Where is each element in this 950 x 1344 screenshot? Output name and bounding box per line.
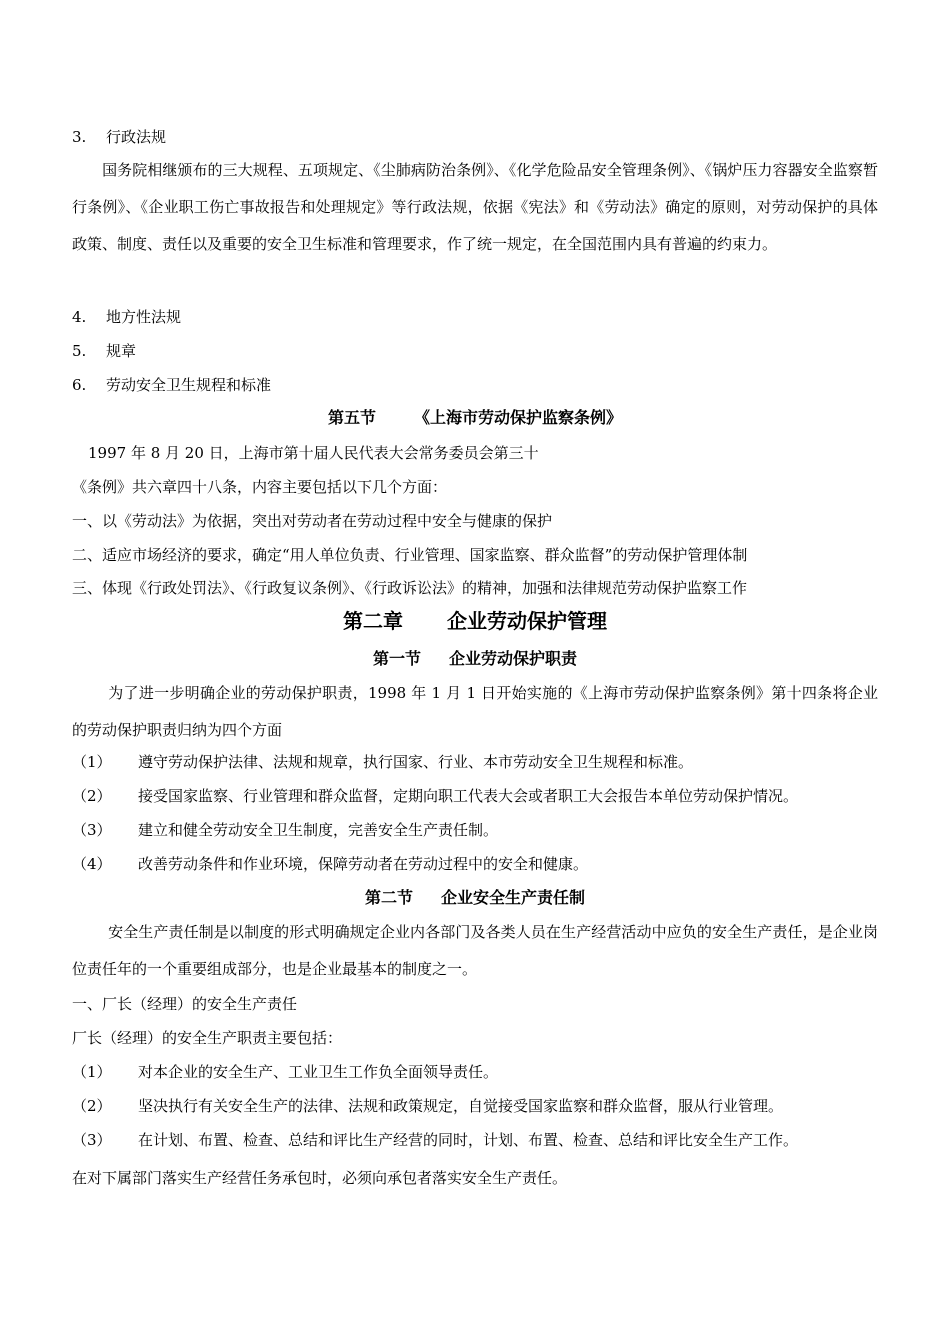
list-item xyxy=(72,127,166,147)
list-number: 3. xyxy=(72,128,87,146)
text-line: 在对下属部门落实生产经营任务承包时，必须向承包者落实安全生产责任。 xyxy=(72,1169,568,1187)
list-item: 6. 劳动安全卫生规程和标准 xyxy=(72,376,272,394)
text-line: 一、以《劳动法》为依据，突出对劳动者在劳动过程中安全与健康的保护 xyxy=(72,512,553,530)
section-heading: 第五节 《上海市劳动保护监察条例》 xyxy=(327,408,623,427)
list-item: （1） 对本企业的安全生产、工业卫生工作负全面领导责任。 xyxy=(72,1063,499,1081)
chapter-heading: 第二章 企业劳动保护管理 xyxy=(343,609,607,633)
section-heading: 第二节 企业安全生产责任制 xyxy=(364,888,586,907)
list-item: 5. 规章 xyxy=(72,342,137,360)
text-line: 厂长（经理）的安全生产职责主要包括： xyxy=(72,1029,343,1047)
text-line: 《条例》共六章四十八条，内容主要包括以下几个方面： xyxy=(72,478,448,496)
text-line: 三、体现《行政处罚法》、《行政复议条例》、《行政诉讼法》的精神，加强和法律规范劳动保护监察工作 xyxy=(72,579,748,597)
list-item: （1） 遵守劳动保护法律、法规和规章，执行国家、行业、本市劳动安全卫生规程和标准。 xyxy=(72,753,694,771)
text-line: 一、厂长（经理）的安全生产责任 xyxy=(72,995,298,1013)
text-line: 1997 年 8 月 20 日，上海市第十届人民代表大会常务委员会第三十 xyxy=(88,444,539,462)
list-item: （2） 坚决执行有关安全生产的法律、法规和政策规定，自觉接受国家监察和群众监督，服从行业管理。 xyxy=(72,1097,784,1115)
list-item: （4） 改善劳动条件和作业环境，保障劳动者在劳动过程中的安全和健康。 xyxy=(72,855,589,873)
paragraph: 安全生产责任制是以制度的形式明确规定企业内各部门及各类人员在生产经营活动中应负的安全生产责任，是企业岗位责任年的一个重要组成部分，也是企业最基本的制度之一。 xyxy=(72,923,878,978)
list-item: （3） 在计划、布置、检查、总结和评比生产经营的同时，计划、布置、检查、总结和评比安全生产工作。 xyxy=(72,1131,799,1149)
text-line: 二、适应市场经济的要求，确定“用人单位负责、行业管理、国家监察、群众监督”的劳动保护管理体制 xyxy=(72,546,748,564)
list-text: 行政法规 xyxy=(106,128,167,146)
paragraph: 国务院相继颁布的三大规程、五项规定、《尘肺病防治条例》、《化学危险品安全管理条例》、《锅炉压力容器安全监察暂行条例》、《企业职工伤亡事故报告和处理规定》等行政法规，依据《宪法》和《劳动法》确定的原则，对劳动保护的具体政策、制度、责任以及重要的安全卫生标准和管理要求，作了统一规定，在全国范围内具有普遍的约束力。 xyxy=(72,161,878,253)
list-item: （3） 建立和健全劳动安全卫生制度，完善安全生产责任制。 xyxy=(72,821,499,839)
list-item: （2） 接受国家监察、行业管理和群众监督，定期向职工代表大会或者职工大会报告本单位劳动保护情况。 xyxy=(72,787,799,805)
list-item: 4. 地方性法规 xyxy=(72,308,182,326)
paragraph: 为了进一步明确企业的劳动保护职责，1998 年 1 月 1 日开始实施的《上海市劳动保护监察条例》第十四条将企业的劳动保护职责归纳为四个方面 xyxy=(72,684,878,739)
section-heading: 第一节 企业劳动保护职责 xyxy=(372,649,578,668)
